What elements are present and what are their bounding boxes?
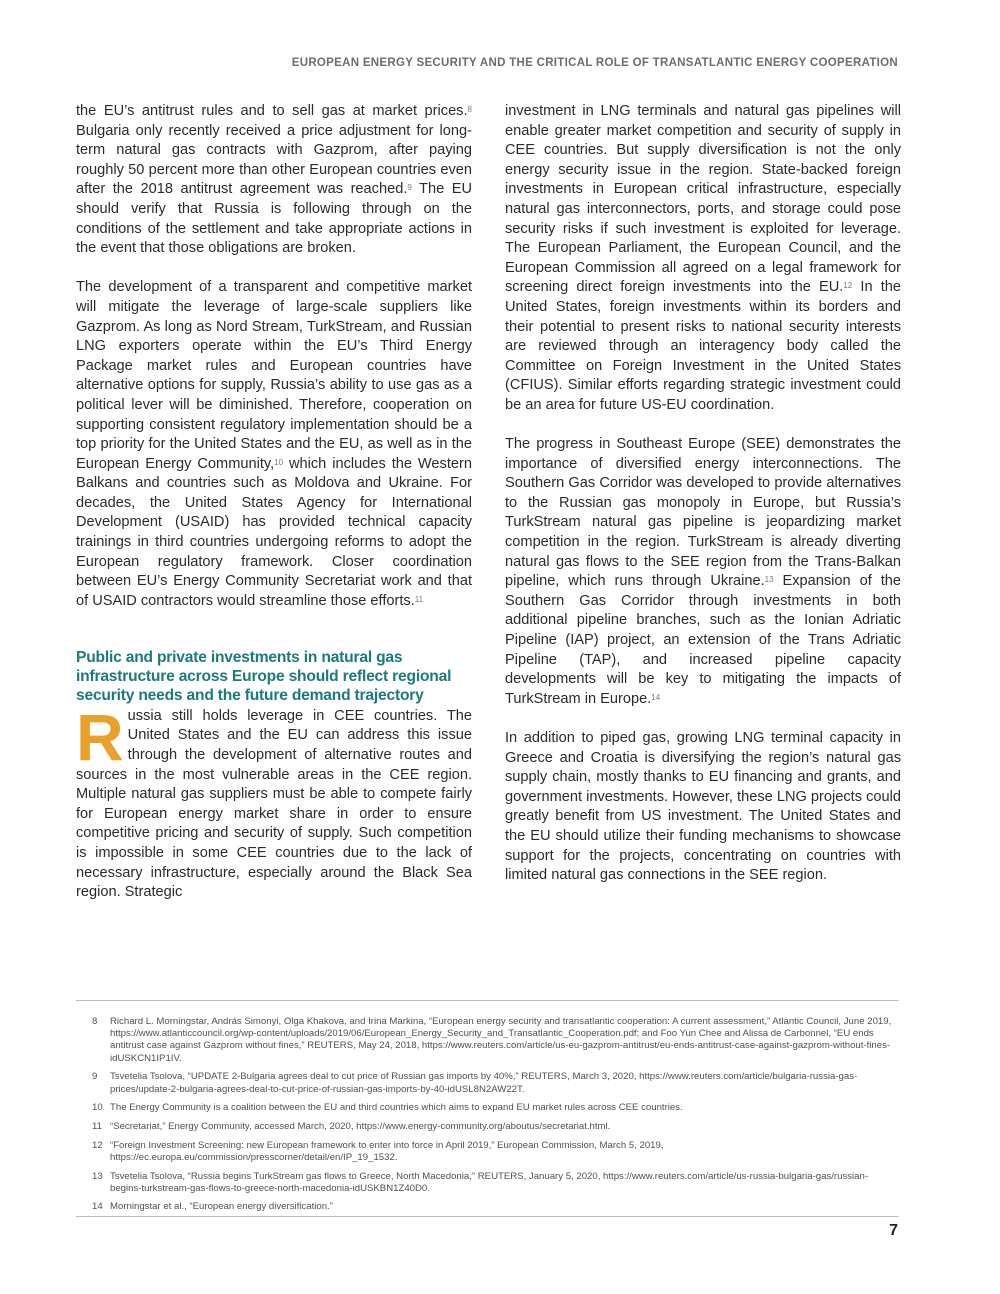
paragraph: investment in LNG terminals and natural gas pipelines will enable greater market competition and security of supply in CEE countries. But supply diversification is not the only energy security issue in the region. State-backed foreign investments in European critical infrastructure, especially natural gas interconnectors, ports, and storage could pose security risks if such investment is exploited for leverage. The European Parliament, the European Council, and the European Commission all agreed on a legal framework for screening direct foreign investments into the EU.$^{12}$ In the United States, foreign investments within its borders and their potential to present risks to national security interests are reviewed through an interagency body called the Committee on Foreign Investment in the United States (CFIUS). Similar efforts regarding strategic investment could be an area for future US-EU coordination. (505, 103, 901, 413)
footnote-item (76, 1121, 899, 1133)
footnotes (76, 1016, 899, 1220)
footnote-text: “Secretariat,” Energy Community, accessed March, 2020, https://www.energy-community.org/aboutus/secretariat.html. (110, 1120, 611, 1132)
drop-cap: R (76, 699, 124, 774)
running-header: EUROPEAN ENERGY SECURITY AND THE CRITICAL ROLE OF TRANSATLANTIC ENERGY COOPERATION (291, 57, 898, 69)
paragraph: Russia still holds leverage in CEE countries. The United States and the EU can address this issue through the development of alternative routes and sources in the most vulnerable areas in the CEE region. Multiple natural gas suppliers must be able to compete fairly for European energy market share in order to ensure competitive pricing and security of supply. Such competition is impossible in some CEE countries due to the lack of necessary infrastructure, especially around the Black Sea region. Strategic (76, 699, 472, 901)
paragraph: In addition to piped gas, growing LNG terminal capacity in Greece and Croatia is diversifying the region’s natural gas supply chain, mostly thanks to EU financing and grants, and government investments. However, these LNG projects could greatly benefit from US investment. The United States and the EU should utilize their funding mechanisms to showcase support for the projects, concentrating on countries with limited natural gas connections in the SEE region. (505, 730, 901, 884)
footnote-item (76, 1201, 899, 1213)
left-column (76, 102, 472, 903)
page-number: 7 (889, 1222, 898, 1239)
right-column (505, 102, 901, 886)
paragraph: the EU’s antitrust rules and to sell gas at market prices.$^8$ Bulgaria only recently received a price adjustment for long-term natural gas contracts with Gazprom, after paying roughly 50 percent more than other European countries even after the 2018 antitrust agreement was reached.$^9$ The EU should verify that Russia is following through on the conditions of the settlement and take appropriate actions in the event that those obligations are broken. (76, 103, 472, 257)
footnote-number: 12 (92, 1139, 103, 1151)
footnote-ref[interactable]: 10 (274, 457, 284, 467)
footnote-ref[interactable]: 11 (414, 594, 424, 604)
footnote-text: Tsvetelia Tsolova, “UPDATE 2-Bulgaria agrees deal to cut price of Russian gas imports by 40%,” REUTERS, March 3, 2020, https://www.reuters.com/article/bulgaria-russia-gas-prices/update-2-bulgaria-agrees-deal-to-cut-price-of-russian-gas-imports-by-40-idUSL8N2AW22T. (110, 1071, 858, 1095)
footnote-divider (76, 1000, 899, 1001)
footnote-item (76, 1140, 899, 1164)
footnote-ref[interactable]: 12 (843, 281, 853, 291)
footnote-ref[interactable]: 8 (467, 105, 472, 114)
paragraph: The progress in Southeast Europe (SEE) demonstrates the importance of diversified energy interconnections. The Southern Gas Corridor was developed to provide alternatives to the Russian gas monopoly in Europe, but Russia’s TurkStream natural gas pipeline is jeopardizing market competition in the region. TurkStream is already diverting natural gas flows to the SEE region from the Trans-Balkan pipeline, which runs through Ukraine.$^{13}$ Expansion of the Southern Gas Corridor through investments in both additional pipeline branches, such as the Ionian Adriatic Pipeline (IAP) project, an extension of the Trans Adriatic Pipeline (TAP), and increased pipeline capacity developments will be key to mitigating the impacts of TurkStream in Europe.$^{14}$ (505, 436, 901, 707)
footnote-number: 14 (92, 1201, 103, 1213)
footnote-text: The Energy Community is a coalition between the EU and third countries which aims to expand EU market rules across CEE countries. (110, 1102, 683, 1114)
footnote-item (76, 1171, 899, 1195)
section-heading: Public and private investments in natural gas infrastructure across Europe should reflect regional security needs and the future demand trajectory (76, 649, 452, 705)
footnote-number: 10 (92, 1102, 103, 1114)
footnote-item (76, 1016, 899, 1065)
footnote-item (76, 1071, 899, 1095)
footnote-item (76, 1102, 899, 1114)
footnote-text: Richard L. Morningstar, András Simonyi, Olga Khakova, and Irina Markina, “European energy security and transatlantic cooperation: A current assessment,” Atlantic Council, June 2019, https://www.atlanticcouncil.org/wp-content/uploads/2019/06/European_Energy_Security_and_Transatlantic_Cooperation.pdf; and Foo Yun Chee and Alissa de Carbonnel, “EU ends antitrust case against Gazprom without fines,” REUTERS, May 24, 2018, https://www.reuters.com/article/us-eu-gazprom-antitrust/eu-ends-antitrust-case-against-gazprom-without-fines-idUSKCN1IP1IV. (110, 1016, 892, 1064)
footnote-ref[interactable]: 13 (764, 575, 774, 585)
footnote-ref[interactable]: 9 (407, 183, 412, 193)
bottom-divider (76, 1216, 899, 1217)
footnote-number: 9 (92, 1071, 98, 1083)
footnote-text: Tsvetelia Tsolova, “Russia begins TurkStream gas flows to Greece, North Macedonia,” REUTERS, January 5, 2020, https://www.reuters.com/article/us-russia-bulgaria-gas/russian-begins-turkstream-gas-flows-to-greece-north-macedonia-idUSKBN1Z40D0. (110, 1170, 869, 1194)
paragraph: The development of a transparent and competitive market will mitigate the leverage of large-scale suppliers like Gazprom. As long as Nord Stream, TurkStream, and Russian LNG exporters operate within the EU’s Third Energy Package market rules and European countries have alternative options for supply, Russia’s ability to use gas as a political lever will be diminished. Therefore, cooperation on supporting consistent regulatory implementation should be a top priority for the United States and the EU, as well as in the European Energy Community,$^{10}$ which includes the Western Balkans and countries such as Moldova and Ukraine. For decades, the United States Agency for International Development (USAID) has provided technical capacity trainings in third countries undergoing reforms to adopt the European regulatory framework. Closer coordination between EU’s Energy Community Secretariat work and that of USAID contractors would streamline those efforts.$^{11}$ (76, 279, 472, 609)
footnote-text: Morningstar et al., “European energy diversification.” (110, 1201, 333, 1213)
footnote-number: 8 (92, 1016, 98, 1027)
footnote-ref[interactable]: 14 (651, 692, 661, 702)
footnote-number: 13 (92, 1170, 103, 1182)
footnote-number: 11 (92, 1120, 102, 1132)
footnote-text: “Foreign Investment Screening: new European framework to enter into force in April 2019,” European Commission, March 5, 2019, https://ec.europa.eu/commission/presscorner/detail/en/IP_19_1532. (110, 1139, 664, 1163)
